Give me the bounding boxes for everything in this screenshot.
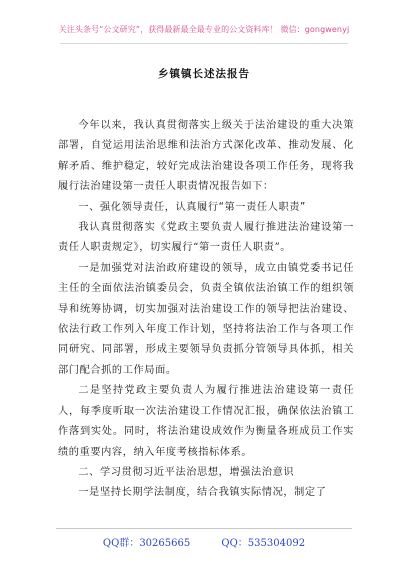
header-divider: [60, 43, 348, 44]
document-body: [58, 116, 354, 504]
paragraph-intro: 今年以来，我认真贯彻落实上级关于法治建设的重大决策部署，自觉运用法治思维和法治方式深化改革、推动发展、化解矛盾、维护稳定，较好完成法治建设各项工作任务，现将我履行法治建设第一责任人职责情况报告如下：: [58, 120, 354, 193]
paragraph: 二是坚持党政主要负责人为履行推进法治建设第一责任人，每季度听取一次法治建设工作情况汇报，确保依法治镇工作落到实处。同时，将法治建设成效作为衡量各班成员工作实绩的重要内容，纳入年度考核指标体系。: [58, 385, 354, 458]
footer-qq-group: QQ群：30265665: [102, 538, 191, 549]
paragraph: 一是加强党对法治政府建设的领导，成立由镇党委书记任主任的全面依法治镇委员会，负责全镇依法治镇工作的组织领导和统筹协调，切实加强对法治建设工作的领导把法治建设、依法行政工作列入年度工作计划，坚持将法治工作与各项工作同研究、同部署，形成主要领导负责抓分管领导具体抓，相关部门配合抓的工作局面。: [58, 262, 354, 376]
footer: [0, 534, 408, 549]
paragraph: 我认真贯彻落实《党政主要负责人履行推进法治建设第一责任人职责规定》，切实履行“第一责任人职责”。: [58, 222, 354, 254]
header-banner-text: 关注头条号“公文研究”，获得最新最全最专业的公文资料库！ 微信：gongwenyj: [58, 25, 350, 34]
header-banner: [0, 0, 408, 46]
section-heading-1: 一、强化领导责任，认真履行“第一责任人职责”: [78, 201, 306, 213]
footer-qq-contact: QQ：535304092: [221, 538, 306, 549]
paragraph: 一是坚持长期学法制度，结合我镇实际情况，制定了: [78, 487, 327, 499]
section-heading-2: 二、学习贯彻习近平法治思想，增强法治意识: [78, 466, 295, 478]
document-title: 乡镇镇长述法报告: [158, 68, 250, 80]
footer-divider: [56, 528, 352, 529]
